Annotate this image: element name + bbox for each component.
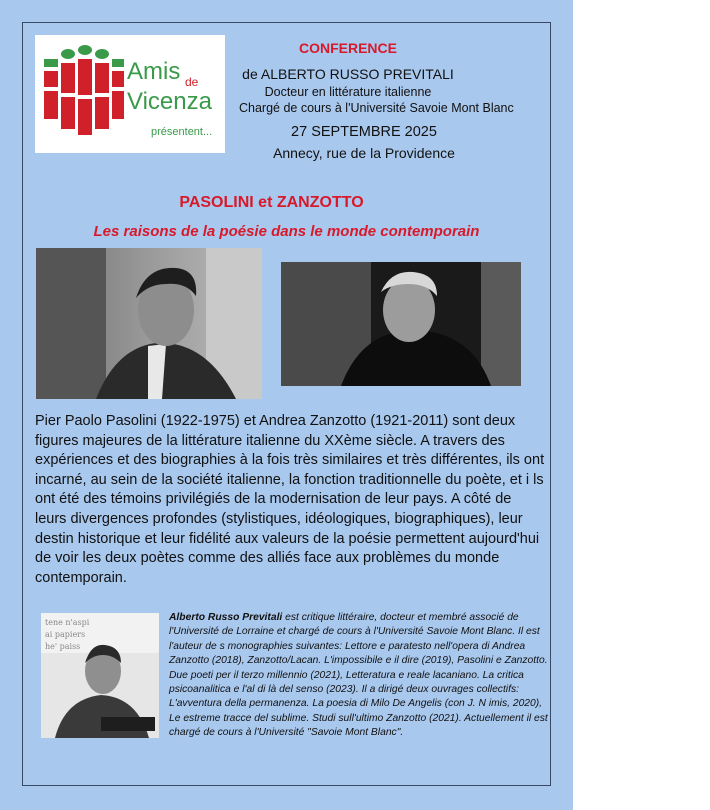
zanzotto-photo xyxy=(281,262,521,386)
talk-subtitle: Les raisons de la poésie dans le monde contemporain xyxy=(93,223,480,240)
pasolini-photo xyxy=(36,248,262,399)
photo-text-1: tene n'aspi xyxy=(45,618,90,627)
conference-heading: CONFERENCE xyxy=(298,40,397,56)
logo-word-vicenza: Vicenza xyxy=(127,88,212,115)
author-name: Alberto Russo Previtali xyxy=(169,612,283,623)
photo-text-3: he' paiss xyxy=(45,642,81,651)
speaker-name: de ALBERTO RUSSO PREVITALI xyxy=(242,66,454,82)
logo-word-de: de xyxy=(185,75,199,89)
event-location: Annecy, rue de la Providence xyxy=(273,145,455,161)
author-photo xyxy=(41,613,159,738)
speaker-degree: Docteur en littérature italienne xyxy=(264,85,432,99)
presentation-text: Pier Paolo Pasolini (1922-1975) et Andrea Zanzotto (1921-2011) sont deux figures majeures de la littérature italienne du XXème siècle. A travers des expériences et des biographies à la fois très similaires et très différentes, ils ont incarné, au sein de la société italienne, la fonction traditionnelle du poète, et i ls ont été des témoins privilégiés de la modernisation de leur pays. A côté de leurs divergences profondes (stylistiques, idéologiques, biographiques), leur destin historique et leur fidélité aux valeurs de la poésie permettent aujourd'hui de voir les deux poètes comme des alliés face aux problèmes du monde contemporain. xyxy=(35,413,545,586)
logo-word-amis: Amis xyxy=(127,58,181,85)
author-bio xyxy=(169,611,549,741)
talk-title: PASOLINI et ZANZOTTO xyxy=(179,194,364,211)
photo-text-2: ai papiers xyxy=(45,630,86,639)
author-bio-text: est critique littéraire, docteur et membré associé de l'Université de Lorraine et chargé de cours à l'Université Savoie Mont Blanc. Il est l'auteur de s monographies suivantes: Lettore e paratesto nell'opera di Andrea Zanzotto (2018), Zanzotto/Lacan. L'impossibile e il dire (2019), Pasolini e Zanzotto. Due poeti per il terzo millennio (2021), Letteratura e reale lacaniano. La critica psicoanalitica e l'al di là del senso (2023). Il a dirigé deux ouvrages collectifs: L'avventura della permanenza. La poesia di Milo De Angelis (con J. N imis, 2020), Le estreme tracce del sublime. Studi sull'ultimo Zanzotto (2021). Actuellement il est chargé de cours à l'Université "Savoie Mont Blanc". xyxy=(169,612,548,739)
logo-word-presentent: présentent... xyxy=(151,126,213,138)
logo-graphic xyxy=(35,35,225,153)
amis-de-vicenza-logo xyxy=(35,35,225,153)
event-date: 27 SEPTEMBRE 2025 xyxy=(291,124,437,140)
speaker-position: Chargé de cours à l'Université Savoie Mont Blanc xyxy=(239,101,514,115)
